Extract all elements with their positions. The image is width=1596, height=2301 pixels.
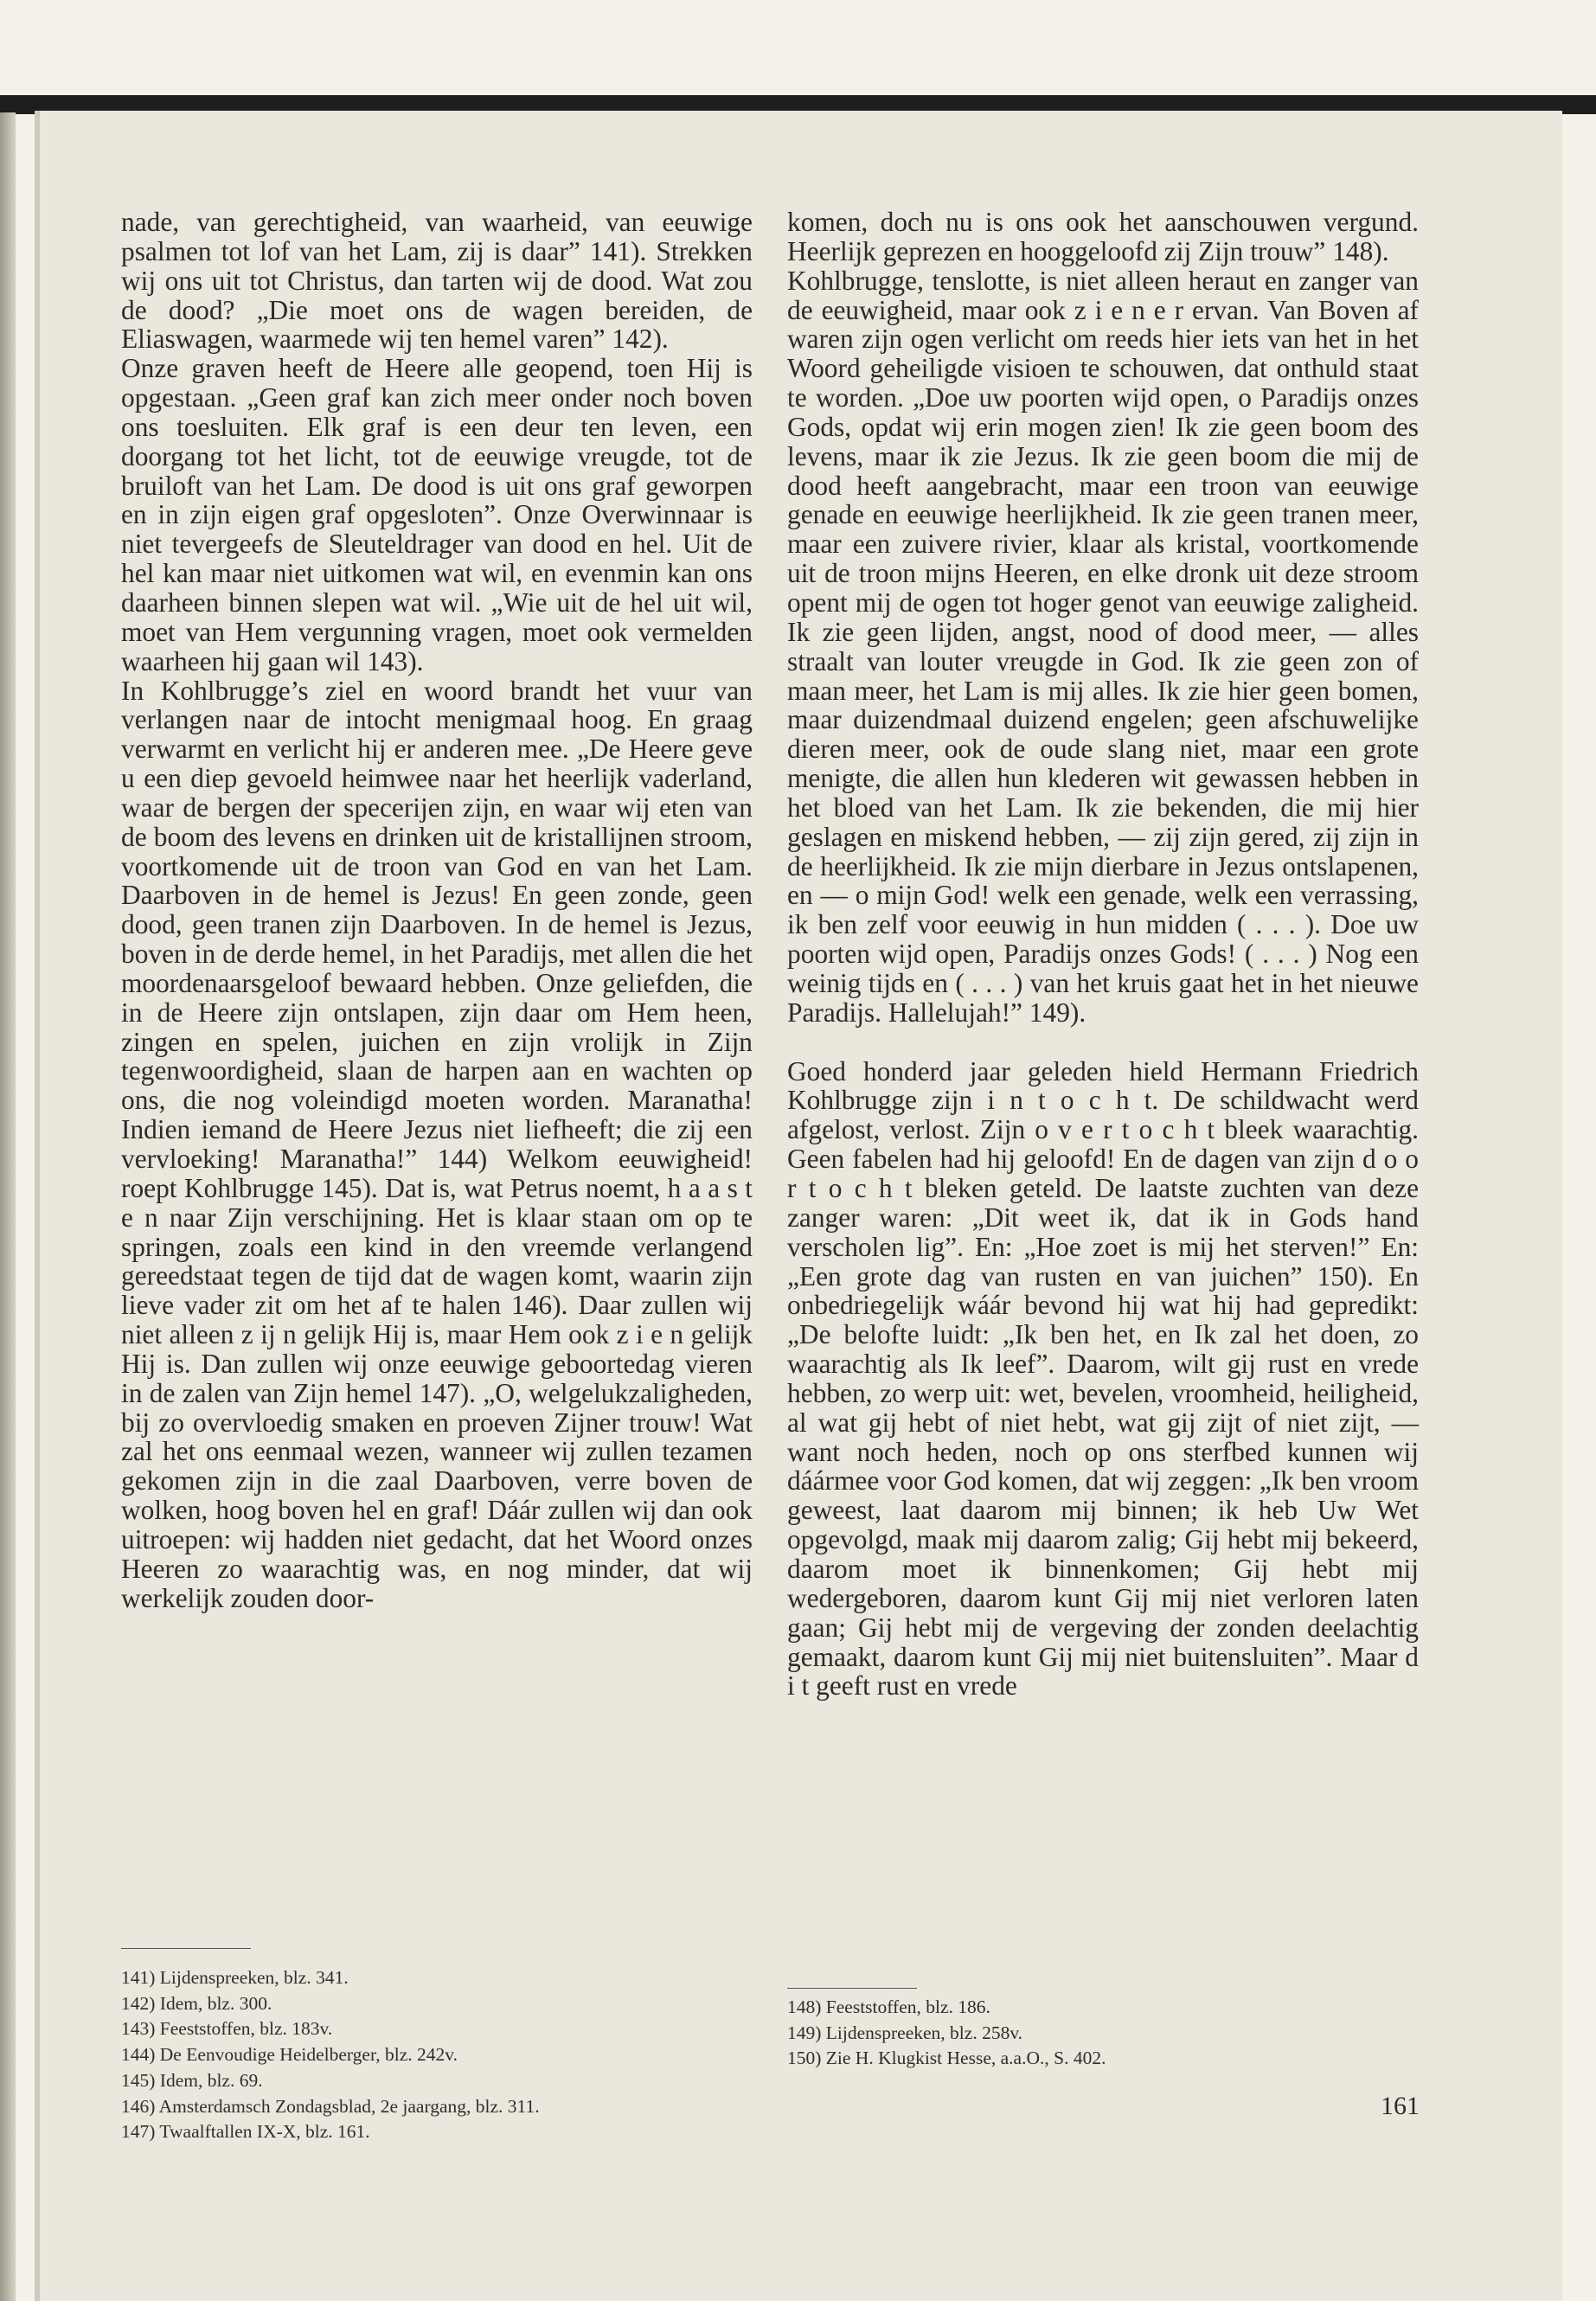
right-text-column xyxy=(787,208,1419,1701)
footnote-150: 150) Zie H. Klugkist Hesse, a.a.O., S. 402. xyxy=(787,2048,1106,2069)
footnote-144: 144) De Eenvoudige Heidelberger, blz. 242v. xyxy=(121,2044,458,2066)
footnote-145: 145) Idem, blz. 69. xyxy=(121,2069,263,2091)
footnote-rule-left xyxy=(121,1948,251,1949)
footnote-rule-right xyxy=(787,1988,917,1989)
left-paragraph-1: nade, van gerechtigheid, van waarheid, van eeuwige psalmen tot lof van het Lam, zij is daar” 141). Strekken wij ons uit tot Christus, dan tarten wij de dood. Wat zou de dood? „Die moet ons de wagen bereiden, de Eliaswagen, waarmede wij ten hemel varen” 142). xyxy=(121,207,753,355)
footnote-142: 142) Idem, blz. 300. xyxy=(121,1992,272,2014)
footnote-143: 143) Feeststoffen, blz. 183v. xyxy=(121,2018,333,2040)
page-number: 161 xyxy=(1381,2092,1420,2120)
left-text-column xyxy=(121,208,753,1613)
footnote-149: 149) Lijdenspreeken, blz. 258v. xyxy=(787,2022,1023,2043)
footnote-141: 141) Lijdenspreeken, blz. 341. xyxy=(121,1967,349,1988)
right-paragraph-1: komen, doch nu is ons ook het aanschouwen vergund. Heerlijk geprezen en hooggeloofd zij Zijn trouw” 148). xyxy=(787,207,1419,266)
section-gap xyxy=(787,1028,1419,1057)
page-spine-edge xyxy=(0,112,16,2301)
right-paragraph-2: Kohlbrugge, tenslotte, is niet alleen heraut en zanger van de eeuwigheid, maar ook z i e n e r ervan. Van Boven af waren zijn ogen verlicht om reeds hier iets van het in het Woord geheiligde visioen te schouwen, dat onthuld staat te worden. „Doe uw poorten wijd open, o Paradijs onzes Gods, opdat wij erin mogen zien! Ik zie geen boom des levens, maar ik zie Jezus. Ik zie geen boom die mij de dood heeft aangebracht, maar een troon van eeuwige genade en eeuwige heerlijkheid. Ik zie geen tranen meer, maar een zuivere rivier, klaar als kristal, voortkomende uit de troon mijns Heeren, en elke dronk uit deze stroom opent mij de ogen tot hoger genot van eeuwige zaligheid. Ik zie geen lijden, angst, nood of dood meer, — alles straalt van louter vreugde in God. Ik zie geen zon of maan meer, het Lam is mij alles. Ik zie hier geen bomen, maar duizendmaal duizend engelen; geen afschuwelijke dieren meer, ook de oude slang niet, maar een grote menigte, die allen hun klederen wit gewassen hebben in het bloed van het Lam. Ik zie bekenden, die mij hier geslagen en miskend hebben, — zij zijn gered, zij zijn in de heerlijkheid. Ik zie mijn dierbare in Jezus ontslapenen, en — o mijn God! welk een genade, welk een verrassing, ik ben zelf voor eeuwig in hun midden ( . . . ). Doe uw poorten wijd open, Paradijs onzes Gods! ( . . . ) Nog een weinig tijds en ( . . . ) van het kruis gaat het in het nieuwe Paradijs. Hallelujah!” 149). xyxy=(787,265,1419,1028)
footnote-147: 147) Twaalftallen IX-X, blz. 161. xyxy=(121,2121,370,2143)
footnotes-left xyxy=(121,1965,779,2145)
left-paragraph-2: Onze graven heeft de Heere alle geopend, toen Hij is opgestaan. „Geen graf kan zich meer onder noch boven ons toesluiten. Elk graf is een deur ten leven, een doorgang tot het licht, tot de eeuwige vreugde, tot de bruiloft van het Lam. De dood is uit ons graf geworpen en in zijn eigen graf opgesloten”. Onze Overwinnaar is niet tevergeefs de Sleuteldrager van dood en hel. Uit de hel kan maar niet uitkomen wat wil, en evenmin kan ons daarheen binnen slepen wat wil. „Wie uit de hel uit wil, moet van Hem vergunning vragen, moet ook vermelden waarheen hij gaan wil 143). xyxy=(121,353,753,676)
footnote-148: 148) Feeststoffen, blz. 186. xyxy=(787,1997,990,2017)
left-paragraph-3: In Kohlbrugge’s ziel en woord brandt het vuur van verlangen naar de intocht menigmaal hoog. En graag verwarmt en verlicht hij er anderen mee. „De Heere geve u een diep gevoeld heimwee naar het heerlijk vaderland, waar de bergen der specerijen zijn, en waar wij eten van de boom des levens en drinken uit de kristallijnen stroom, voortkomende uit de troon van God en van het Lam. Daarboven in de hemel is Jezus! En geen zonde, geen dood, geen tranen zijn Daarboven. In de hemel is Jezus, boven in de derde hemel, in het Paradijs, met allen die het moordenaarsgeloof bewaard hebben. Onze geliefden, die in de Heere zijn ontslapen, zijn daar om Hem heen, zingen en spelen, juichen en zijn vrolijk in Zijn tegenwoordigheid, slaan de harpen aan en wachten op ons, die nog voleindigd moeten worden. Maranatha! Indien iemand de Heere Jezus niet liefheeft; die zij een vervloeking! Maranatha!” 144) Welkom eeuwigheid! roept Kohlbrugge 145). Dat is, wat Petrus noemt, h a a s t e n naar Zijn verschijning. Het is klaar staan om op te springen, zoals een kind in den vreemde verlangend gereedstaat tegen de tijd dat de wagen komt, waarin zijn lieve vader zit om het af te halen 146). Daar zullen wij niet alleen z ij n gelijk Hij is, maar Hem ook z i e n gelijk Hij is. Dan zullen wij onze eeuwige geboortedag vieren in de zalen van Zijn hemel 147). „O, welgelukzaligheden, bij zo overvloedig smaken en proeven Zijner trouw! Wat zal het ons eenmaal wezen, wanneer wij zullen tezamen gekomen zijn in die zaal Daarboven, verre boven de wolken, hoog boven hel en graf! Dáár zullen wij dan ook uitroepen: wij hadden niet gedacht, dat het Woord onzes Heeren zo waarachtig was, en nog minder, dat wij werkelijk zouden door- xyxy=(121,675,753,1613)
footnotes-right xyxy=(787,1995,1445,2072)
footnote-146: 146) Amsterdamsch Zondagsblad, 2e jaargang, blz. 311. xyxy=(121,2095,540,2117)
right-paragraph-3: Goed honderd jaar geleden hield Hermann Friedrich Kohlbrugge zijn i n t o c h t. De schildwacht werd afgelost, verlost. Zijn o v e r t o c h t bleek waarachtig. Geen fabelen had hij geloofd! En de dagen van zijn d o o r t o c h t bleken geteld. De laatste zuchten van deze zanger waren: „Dit weet ik, dat ik in Gods hand verscholen lig”. En: „Hoe zoet is mij het sterven!” En: „Een grote dag van rusten en van juichen” 150). En onbedriegelijk wáár bevond hij wat hij had gepredikt: „De belofte luidt: „Ik ben het, en Ik zal het doen, zo waarachtig als Ik leef”. Daarom, wilt gij rust en vrede hebben, zo werp uit: wet, bevelen, vroomheid, heiligheid, al wat gij hebt of niet hebt, wat gij zijt of niet zijt, — want noch heden, noch op ons sterfbed kunnen wij dáármee voor God komen, dat wij zeggen: „Ik ben vroom geweest, laat daarom mij binnen; ik heb Uw Wet opgevolgd, maak mij daarom zalig; Gij hebt mij bekeerd, daarom moet ik binnenkomen; Gij hebt mij wedergeboren, daarom kunt Gij mij niet verloren laten gaan; Gij hebt mij de vergeving der zonden deelachtig gemaakt, daarom kunt Gij mij niet buitensluiten”. Maar d i t geeft rust en vrede xyxy=(787,1055,1419,1702)
